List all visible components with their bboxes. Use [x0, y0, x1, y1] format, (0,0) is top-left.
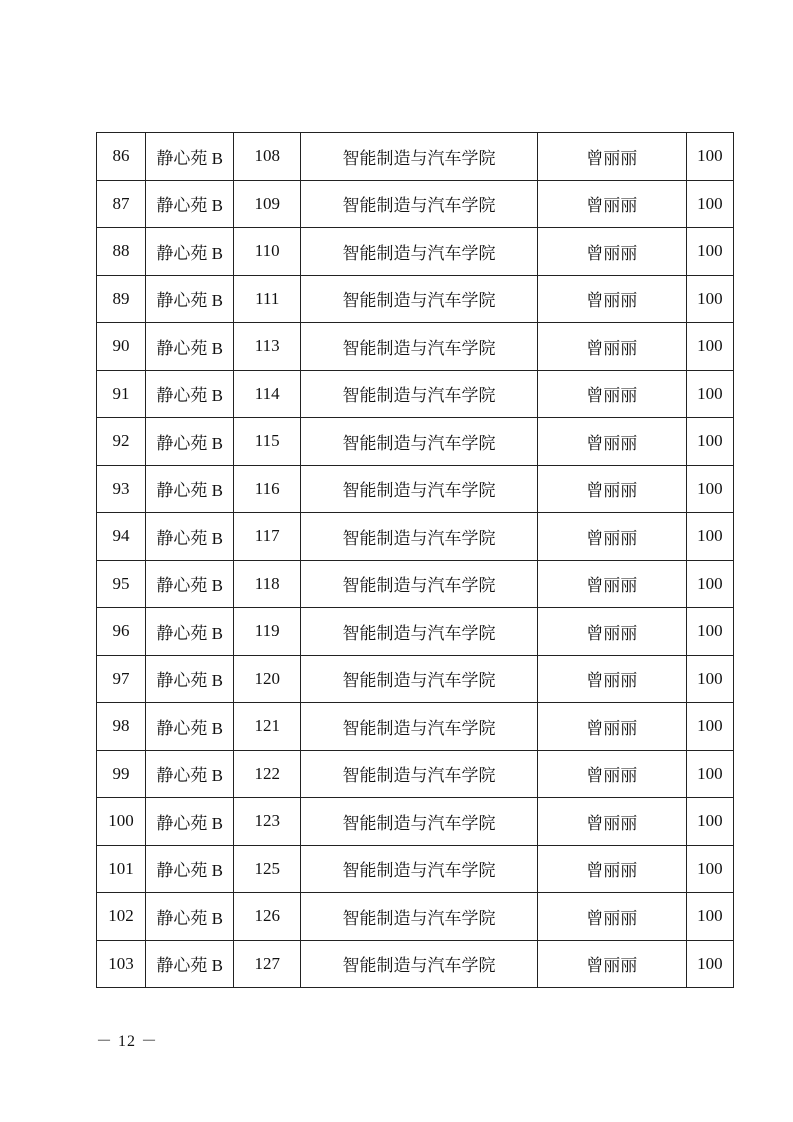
building-cell: 静心苑 B [146, 608, 234, 656]
table-row [97, 228, 734, 276]
score-cell: 100 [686, 560, 733, 608]
score-cell: 100 [686, 940, 733, 988]
college-cell: 智能制造与汽车学院 [301, 750, 537, 798]
inspector-name-cell: 曾丽丽 [537, 655, 686, 703]
inspector-name-cell: 曾丽丽 [537, 940, 686, 988]
row-number-cell: 95 [97, 560, 146, 608]
room-number-cell: 125 [234, 845, 301, 893]
room-number-cell: 119 [234, 608, 301, 656]
table-row [97, 560, 734, 608]
page-number: － 12 － [96, 1033, 159, 1050]
room-number-cell: 122 [234, 750, 301, 798]
score-cell: 100 [686, 133, 733, 181]
row-number-cell: 100 [97, 798, 146, 846]
room-number-cell: 109 [234, 180, 301, 228]
inspector-name-cell: 曾丽丽 [537, 798, 686, 846]
building-cell: 静心苑 B [146, 418, 234, 466]
building-cell: 静心苑 B [146, 560, 234, 608]
roster-table [96, 132, 734, 988]
row-number-cell: 103 [97, 940, 146, 988]
room-number-cell: 111 [234, 275, 301, 323]
college-cell: 智能制造与汽车学院 [301, 560, 537, 608]
table-row [97, 703, 734, 751]
table-row [97, 418, 734, 466]
college-cell: 智能制造与汽车学院 [301, 608, 537, 656]
table-row [97, 465, 734, 513]
room-number-cell: 126 [234, 893, 301, 941]
college-cell: 智能制造与汽车学院 [301, 465, 537, 513]
row-number-cell: 93 [97, 465, 146, 513]
building-cell: 静心苑 B [146, 323, 234, 371]
row-number-cell: 96 [97, 608, 146, 656]
college-cell: 智能制造与汽车学院 [301, 370, 537, 418]
building-cell: 静心苑 B [146, 798, 234, 846]
college-cell: 智能制造与汽车学院 [301, 655, 537, 703]
score-cell: 100 [686, 703, 733, 751]
row-number-cell: 88 [97, 228, 146, 276]
table-row [97, 893, 734, 941]
inspector-name-cell: 曾丽丽 [537, 275, 686, 323]
table-row [97, 370, 734, 418]
score-cell: 100 [686, 323, 733, 371]
row-number-cell: 102 [97, 893, 146, 941]
row-number-cell: 90 [97, 323, 146, 371]
college-cell: 智能制造与汽车学院 [301, 893, 537, 941]
table-row [97, 323, 734, 371]
inspector-name-cell: 曾丽丽 [537, 323, 686, 371]
row-number-cell: 87 [97, 180, 146, 228]
college-cell: 智能制造与汽车学院 [301, 845, 537, 893]
inspector-name-cell: 曾丽丽 [537, 750, 686, 798]
row-number-cell: 99 [97, 750, 146, 798]
table-row [97, 845, 734, 893]
score-cell: 100 [686, 370, 733, 418]
inspector-name-cell: 曾丽丽 [537, 370, 686, 418]
college-cell: 智能制造与汽车学院 [301, 228, 537, 276]
inspector-name-cell: 曾丽丽 [537, 228, 686, 276]
inspector-name-cell: 曾丽丽 [537, 893, 686, 941]
college-cell: 智能制造与汽车学院 [301, 703, 537, 751]
building-cell: 静心苑 B [146, 228, 234, 276]
room-number-cell: 120 [234, 655, 301, 703]
table-row [97, 655, 734, 703]
score-cell: 100 [686, 513, 733, 561]
room-number-cell: 121 [234, 703, 301, 751]
college-cell: 智能制造与汽车学院 [301, 798, 537, 846]
table-row [97, 798, 734, 846]
score-cell: 100 [686, 750, 733, 798]
score-cell: 100 [686, 845, 733, 893]
room-number-cell: 114 [234, 370, 301, 418]
college-cell: 智能制造与汽车学院 [301, 513, 537, 561]
score-cell: 100 [686, 893, 733, 941]
inspector-name-cell: 曾丽丽 [537, 513, 686, 561]
room-number-cell: 115 [234, 418, 301, 466]
building-cell: 静心苑 B [146, 275, 234, 323]
inspector-name-cell: 曾丽丽 [537, 133, 686, 181]
score-cell: 100 [686, 798, 733, 846]
row-number-cell: 92 [97, 418, 146, 466]
college-cell: 智能制造与汽车学院 [301, 418, 537, 466]
room-number-cell: 127 [234, 940, 301, 988]
row-number-cell: 98 [97, 703, 146, 751]
table-row [97, 133, 734, 181]
room-number-cell: 110 [234, 228, 301, 276]
room-number-cell: 117 [234, 513, 301, 561]
row-number-cell: 91 [97, 370, 146, 418]
table-row [97, 180, 734, 228]
room-number-cell: 118 [234, 560, 301, 608]
table-row [97, 608, 734, 656]
college-cell: 智能制造与汽车学院 [301, 133, 537, 181]
score-cell: 100 [686, 655, 733, 703]
building-cell: 静心苑 B [146, 133, 234, 181]
building-cell: 静心苑 B [146, 845, 234, 893]
building-cell: 静心苑 B [146, 655, 234, 703]
inspector-name-cell: 曾丽丽 [537, 560, 686, 608]
inspector-name-cell: 曾丽丽 [537, 608, 686, 656]
building-cell: 静心苑 B [146, 750, 234, 798]
table-row [97, 940, 734, 988]
row-number-cell: 97 [97, 655, 146, 703]
inspector-name-cell: 曾丽丽 [537, 703, 686, 751]
score-cell: 100 [686, 608, 733, 656]
building-cell: 静心苑 B [146, 940, 234, 988]
score-cell: 100 [686, 228, 733, 276]
building-cell: 静心苑 B [146, 893, 234, 941]
room-number-cell: 123 [234, 798, 301, 846]
score-cell: 100 [686, 180, 733, 228]
college-cell: 智能制造与汽车学院 [301, 180, 537, 228]
row-number-cell: 94 [97, 513, 146, 561]
college-cell: 智能制造与汽车学院 [301, 275, 537, 323]
score-cell: 100 [686, 465, 733, 513]
inspector-name-cell: 曾丽丽 [537, 465, 686, 513]
inspector-name-cell: 曾丽丽 [537, 418, 686, 466]
college-cell: 智能制造与汽车学院 [301, 323, 537, 371]
room-number-cell: 108 [234, 133, 301, 181]
building-cell: 静心苑 B [146, 703, 234, 751]
row-number-cell: 86 [97, 133, 146, 181]
inspector-name-cell: 曾丽丽 [537, 180, 686, 228]
table-row [97, 275, 734, 323]
building-cell: 静心苑 B [146, 370, 234, 418]
row-number-cell: 101 [97, 845, 146, 893]
building-cell: 静心苑 B [146, 180, 234, 228]
room-number-cell: 113 [234, 323, 301, 371]
college-cell: 智能制造与汽车学院 [301, 940, 537, 988]
score-cell: 100 [686, 275, 733, 323]
inspector-name-cell: 曾丽丽 [537, 845, 686, 893]
table-row [97, 750, 734, 798]
row-number-cell: 89 [97, 275, 146, 323]
building-cell: 静心苑 B [146, 465, 234, 513]
room-number-cell: 116 [234, 465, 301, 513]
roster-table-body [97, 133, 734, 988]
score-cell: 100 [686, 418, 733, 466]
building-cell: 静心苑 B [146, 513, 234, 561]
table-row [97, 513, 734, 561]
